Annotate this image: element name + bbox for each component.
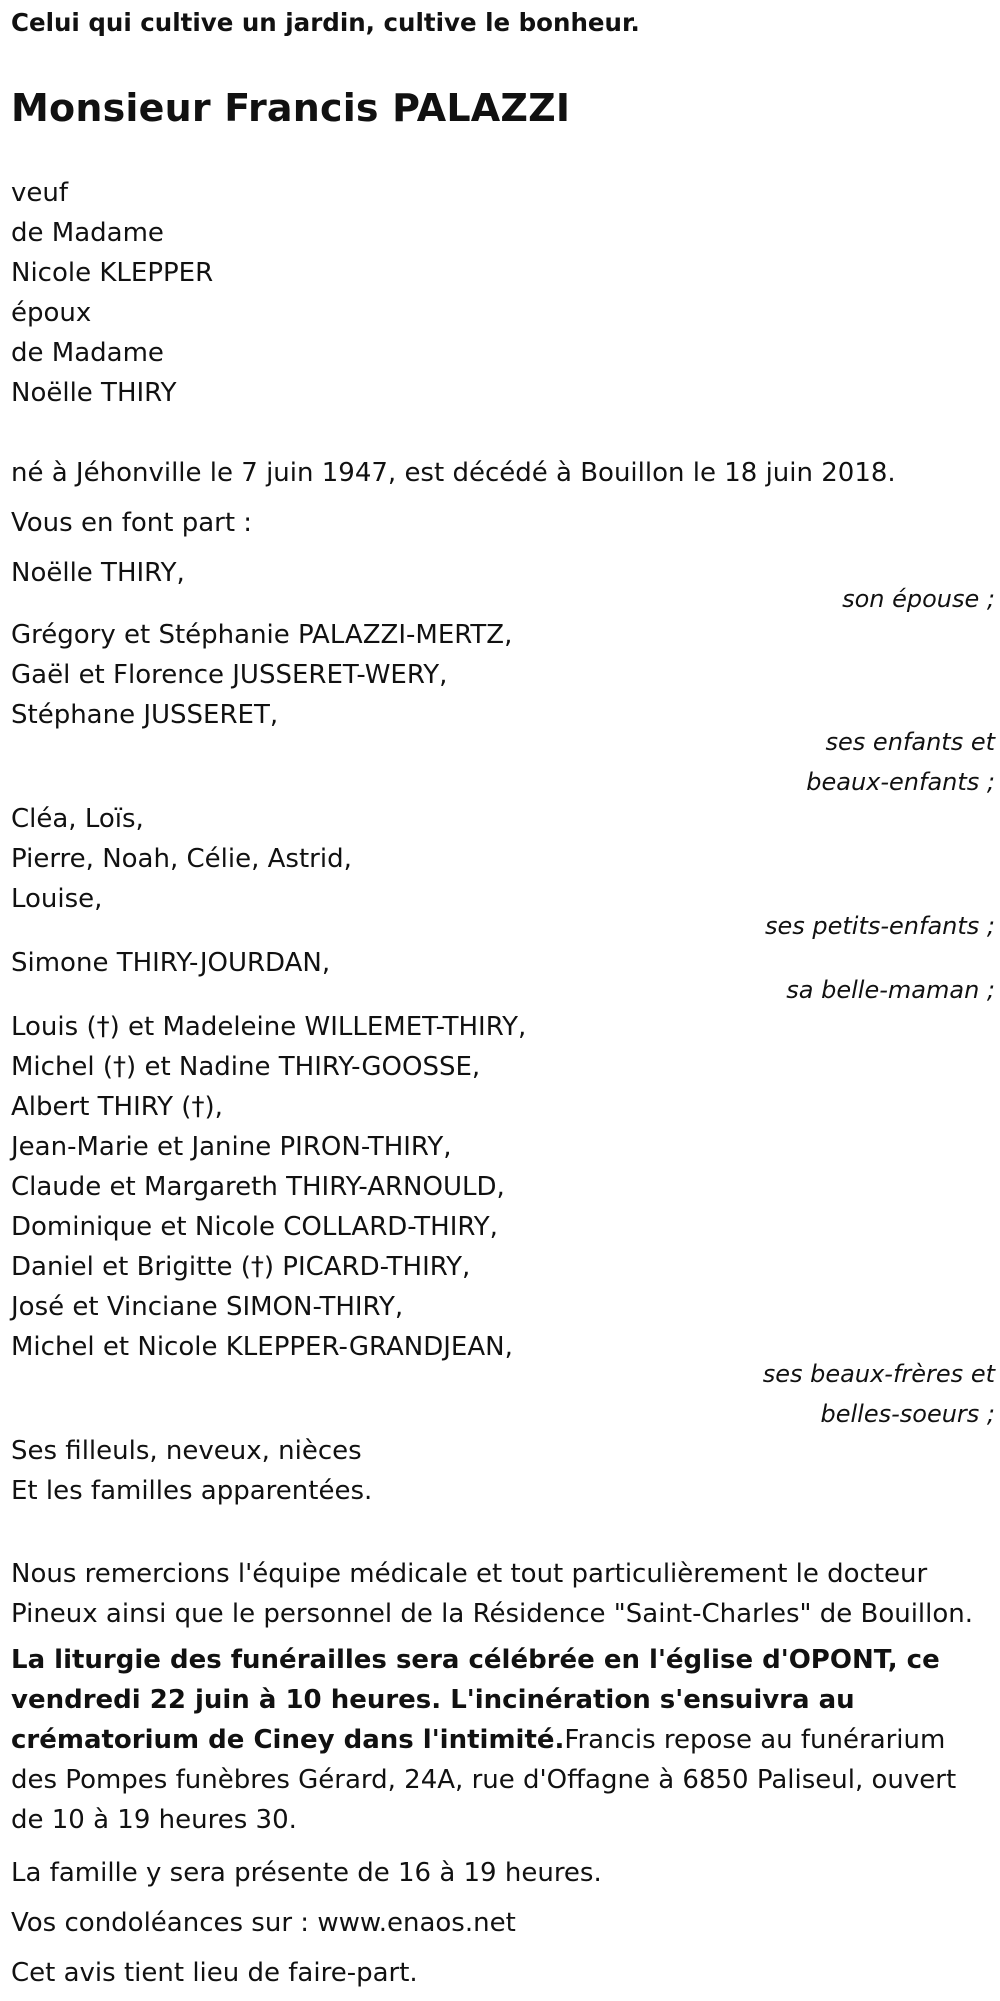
deceased-name: Monsieur Francis PALAZZI xyxy=(11,86,571,130)
status-line: de Madame xyxy=(11,218,164,248)
in-law-name: Daniel et Brigitte (†) PICARD-THIRY, xyxy=(11,1252,471,1282)
others-line: Et les familles apparentées. xyxy=(11,1476,373,1506)
grandchildren-name: Cléa, Loïs, xyxy=(11,804,144,834)
status-line: veuf xyxy=(11,178,69,208)
in-laws-role: ses beaux-frères et xyxy=(762,1360,995,1388)
in-law-name: Jean-Marie et Janine PIRON-THIRY, xyxy=(11,1132,452,1162)
grandchildren-name: Louise, xyxy=(11,884,103,914)
grandchildren-role: ses petits-enfants ; xyxy=(764,912,995,940)
birth-death-line: né à Jéhonville le 7 juin 1947, est décédé à Bouillon le 18 juin 2018. xyxy=(11,458,896,488)
child-name: Grégory et Stéphanie PALAZZI-MERTZ, xyxy=(11,620,513,650)
others-line: Ses filleuls, neveux, nièces xyxy=(11,1436,362,1466)
in-law-name: Albert THIRY (†), xyxy=(11,1092,223,1122)
child-name: Stéphane JUSSERET, xyxy=(11,700,279,730)
funeral-rest-text: Francis repose au funérarium des Pompes funèbres Gérard, 24A, rue d'Offagne à 6850 Paliseul, ouvert de 10 à 19 heures 30. xyxy=(11,1725,957,1835)
spouse-name: Noëlle THIRY, xyxy=(11,558,185,588)
status-line: Nicole KLEPPER xyxy=(11,258,214,288)
condolences-line: Vos condoléances sur : www.enaos.net xyxy=(11,1908,516,1938)
closing-line: Cet avis tient lieu de faire-part. xyxy=(11,1958,418,1988)
in-law-name: Louis (†) et Madeleine WILLEMET-THIRY, xyxy=(11,1012,527,1042)
family-presence-line: La famille y sera présente de 16 à 19 heures. xyxy=(11,1858,602,1888)
mother-in-law-name: Simone THIRY-JOURDAN, xyxy=(11,948,331,978)
children-role: beaux-enfants ; xyxy=(806,768,995,796)
thanks-paragraph: Nous remercions l'équipe médicale et tout particulièrement le docteur Pineux ainsi que le personnel de la Résidence "Saint-Charles" de Bouillon. xyxy=(11,1559,974,1629)
funeral-ceremony-text: La liturgie des funérailles sera célébrée en l'église d'OPONT, ce vendredi 22 juin à 10 heures. L'incinération s'ensuivra au crématorium de Ciney dans l'intimité. xyxy=(11,1645,940,1755)
in-law-name: Michel et Nicole KLEPPER-GRANDJEAN, xyxy=(11,1332,513,1362)
in-law-name: Claude et Margareth THIRY-ARNOULD, xyxy=(11,1172,505,1202)
funeral-paragraph xyxy=(11,1640,996,1840)
in-laws-role: belles-soeurs ; xyxy=(820,1400,995,1428)
motto: Celui qui cultive un jardin, cultive le bonheur. xyxy=(11,8,640,37)
status-line: de Madame xyxy=(11,338,164,368)
grandchildren-name: Pierre, Noah, Célie, Astrid, xyxy=(11,844,352,874)
in-law-name: José et Vinciane SIMON-THIRY, xyxy=(11,1292,404,1322)
children-role: ses enfants et xyxy=(825,728,995,756)
status-line: époux xyxy=(11,298,92,328)
status-line: Noëlle THIRY xyxy=(11,378,177,408)
spouse-role: son épouse ; xyxy=(842,585,995,613)
in-law-name: Michel (†) et Nadine THIRY-GOOSSE, xyxy=(11,1052,481,1082)
announce-line: Vous en font part : xyxy=(11,508,253,538)
in-law-name: Dominique et Nicole COLLARD-THIRY, xyxy=(11,1212,498,1242)
child-name: Gaël et Florence JUSSERET-WERY, xyxy=(11,660,448,690)
mother-in-law-role: sa belle-maman ; xyxy=(786,976,995,1004)
